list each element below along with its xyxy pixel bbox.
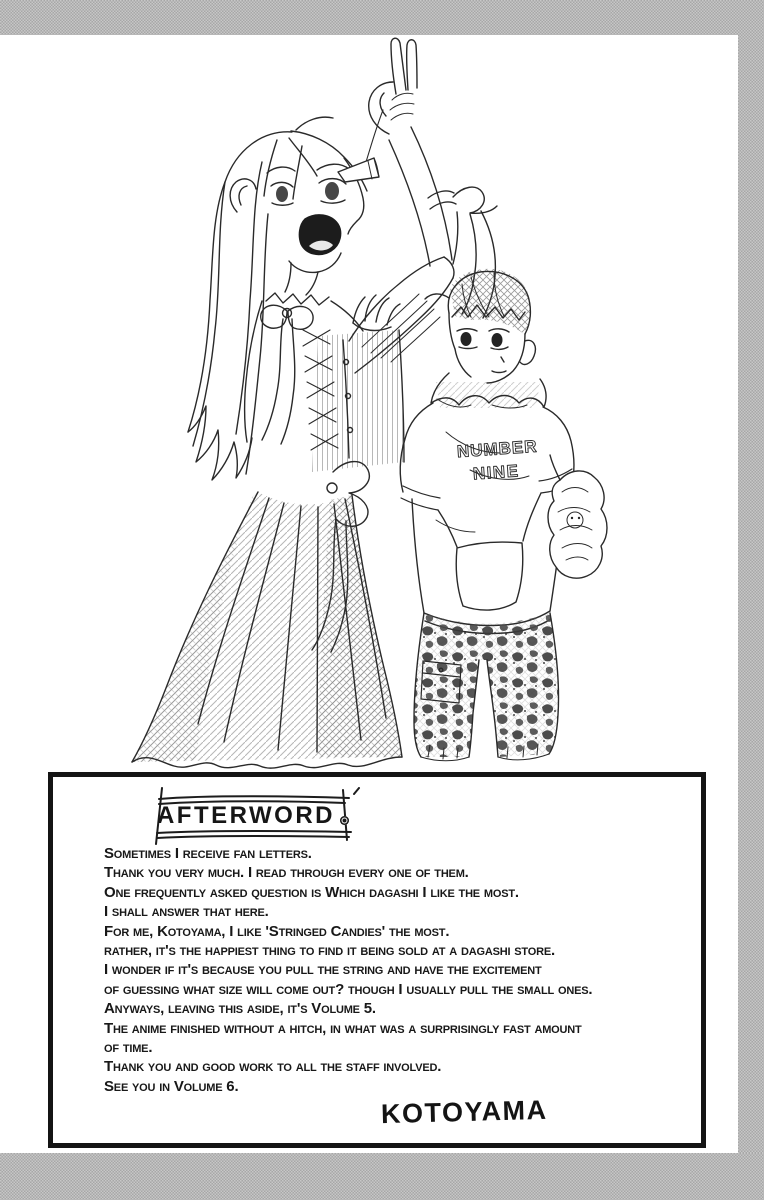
scan-border-bottom [0, 1153, 764, 1200]
afterword-line: of time. [104, 1039, 153, 1057]
afterword-line: rather, it's the happiest thing to find it being sold at a dagashi store. [104, 942, 555, 960]
afterword-line: Thank you very much. I read through every one of them. [104, 864, 469, 882]
afterword-line: of guessing what size will come out? though I usually pull the small ones. [104, 980, 593, 998]
afterword-text [104, 844, 592, 1096]
afterword-box [48, 772, 706, 1148]
afterword-line: Thank you and good work to all the staff involved. [104, 1058, 442, 1076]
svg-text:NUMBER: NUMBER [456, 436, 539, 462]
scan-border-right [738, 0, 764, 1200]
afterword-title: AFTERWORD [145, 794, 361, 838]
afterword-line: One frequently asked question is Which dagashi I like the most. [104, 883, 519, 901]
afterword-line: The anime finished without a hitch, in what was a surprisingly fast amount [104, 1019, 582, 1037]
afterword-line: I wonder if it's because you pull the string and have the excitement [104, 961, 542, 979]
author-signature: KOTOYAMA [380, 1094, 548, 1130]
afterword-line: See you in Volume 6. [104, 1077, 239, 1095]
afterword-line: For me, Kotoyama, I like 'Stringed Candies' the most. [104, 922, 450, 940]
snack-bag [548, 455, 607, 578]
string-candy [338, 110, 383, 182]
boy-figure [400, 269, 607, 761]
afterword-line: Anyways, leaving this aside, it's Volume 5. [104, 1000, 376, 1018]
afterword-line: I shall answer that here. [104, 903, 269, 921]
afterword-title-frame [145, 787, 361, 843]
svg-text:NINE: NINE [472, 461, 521, 484]
scan-border-top [0, 0, 764, 35]
title-period-dot [340, 816, 349, 825]
afterword-line: Sometimes I receive fan letters. [104, 845, 312, 862]
